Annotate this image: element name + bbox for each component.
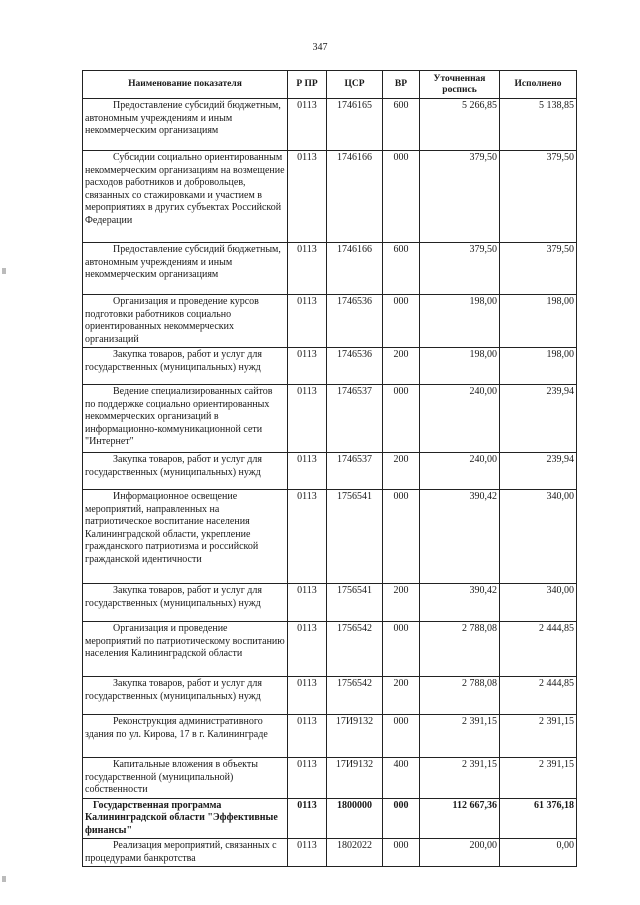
row-vr: 000	[383, 490, 420, 584]
row-done: 2 391,15	[500, 758, 577, 799]
row-vr: 600	[383, 99, 420, 151]
column-header-name: Наименование показателя	[83, 71, 288, 99]
row-csr: 1746537	[327, 385, 383, 453]
row-name: Информационное освещение мероприятий, направленных на патриотическое воспитание населения Калининградской области, укрепление гражданского патриотизма и российской гражданской идентичности	[83, 490, 288, 584]
row-vr: 200	[383, 677, 420, 715]
row-rpr: 0113	[288, 798, 327, 839]
page-number: 347	[312, 42, 328, 53]
row-plan: 2 788,08	[420, 677, 500, 715]
table-row	[83, 348, 577, 385]
table-row	[83, 151, 577, 243]
row-done: 379,50	[500, 243, 577, 295]
row-csr: 1756541	[327, 490, 383, 584]
row-vr: 400	[383, 758, 420, 799]
table-row	[83, 243, 577, 295]
row-rpr: 0113	[288, 584, 327, 622]
row-vr: 000	[383, 385, 420, 453]
row-rpr: 0113	[288, 715, 327, 758]
row-done: 2 444,85	[500, 622, 577, 677]
column-header-done: Исполнено	[500, 71, 577, 99]
table-header-row	[83, 71, 577, 99]
row-vr: 000	[383, 622, 420, 677]
row-csr: 1746165	[327, 99, 383, 151]
row-csr: 1746166	[327, 243, 383, 295]
row-vr: 200	[383, 584, 420, 622]
row-name: Закупка товаров, работ и услуг для государственных (муниципальных) нужд	[83, 584, 288, 622]
row-vr: 000	[383, 151, 420, 243]
row-csr: 1756542	[327, 622, 383, 677]
row-done: 198,00	[500, 348, 577, 385]
row-name: Государственная программа Калининградской области "Эффективные финансы"	[83, 798, 288, 839]
table-row	[83, 758, 577, 799]
table-row	[83, 839, 577, 867]
row-rpr: 0113	[288, 622, 327, 677]
table-row	[83, 453, 577, 490]
row-plan: 2 788,08	[420, 622, 500, 677]
row-csr: 1746536	[327, 295, 383, 348]
row-name: Закупка товаров, работ и услуг для государственных (муниципальных) нужд	[83, 677, 288, 715]
table-row	[83, 798, 577, 839]
row-rpr: 0113	[288, 839, 327, 867]
row-plan: 2 391,15	[420, 715, 500, 758]
column-header-rpr: Р ПР	[288, 71, 327, 99]
row-csr: 1746537	[327, 453, 383, 490]
row-name: Ведение специализированных сайтов по поддержке социально ориентированных некоммерческих организаций в информационно-коммуникационной сети "Интернет"	[83, 385, 288, 453]
table-row	[83, 715, 577, 758]
row-plan: 240,00	[420, 385, 500, 453]
row-name: Закупка товаров, работ и услуг для государственных (муниципальных) нужд	[83, 348, 288, 385]
row-vr: 000	[383, 715, 420, 758]
row-name: Закупка товаров, работ и услуг для государственных (муниципальных) нужд	[83, 453, 288, 490]
row-done: 239,94	[500, 385, 577, 453]
row-rpr: 0113	[288, 490, 327, 584]
column-header-vr: ВР	[383, 71, 420, 99]
row-plan: 390,42	[420, 490, 500, 584]
row-done: 5 138,85	[500, 99, 577, 151]
row-vr: 200	[383, 348, 420, 385]
row-plan: 379,50	[420, 151, 500, 243]
row-done: 2 391,15	[500, 715, 577, 758]
row-rpr: 0113	[288, 677, 327, 715]
row-name: Предоставление субсидий бюджетным, автономным учреждениям и иным некоммерческим организациям	[83, 99, 288, 151]
row-vr: 000	[383, 839, 420, 867]
row-rpr: 0113	[288, 758, 327, 799]
row-plan: 5 266,85	[420, 99, 500, 151]
table-row	[83, 622, 577, 677]
row-csr: 1746536	[327, 348, 383, 385]
row-plan: 200,00	[420, 839, 500, 867]
row-plan: 198,00	[420, 348, 500, 385]
column-header-plan: Уточненная роспись	[420, 71, 500, 99]
row-vr: 000	[383, 295, 420, 348]
row-plan: 390,42	[420, 584, 500, 622]
row-csr: 1802022	[327, 839, 383, 867]
row-done: 379,50	[500, 151, 577, 243]
row-csr: 1756541	[327, 584, 383, 622]
budget-execution-table	[82, 70, 577, 867]
row-csr: 1800000	[327, 798, 383, 839]
table-row	[83, 584, 577, 622]
table-row	[83, 385, 577, 453]
row-done: 0,00	[500, 839, 577, 867]
row-rpr: 0113	[288, 99, 327, 151]
row-rpr: 0113	[288, 348, 327, 385]
row-rpr: 0113	[288, 243, 327, 295]
row-done: 340,00	[500, 490, 577, 584]
row-name: Реконструкция административного здания по ул. Кирова, 17 в г. Калининграде	[83, 715, 288, 758]
row-done: 198,00	[500, 295, 577, 348]
table-row	[83, 677, 577, 715]
row-rpr: 0113	[288, 151, 327, 243]
row-csr: 17И9132	[327, 715, 383, 758]
row-name: Капитальные вложения в объекты государственной (муниципальной) собственности	[83, 758, 288, 799]
row-name: Организация и проведение курсов подготовки работников социально ориентированных некоммерческих организаций	[83, 295, 288, 348]
row-plan: 112 667,36	[420, 798, 500, 839]
row-rpr: 0113	[288, 453, 327, 490]
row-plan: 240,00	[420, 453, 500, 490]
row-plan: 198,00	[420, 295, 500, 348]
table-row	[83, 490, 577, 584]
row-csr: 1746166	[327, 151, 383, 243]
row-name: Организация и проведение мероприятий по патриотическому воспитанию населения Калининградской области	[83, 622, 288, 677]
row-name: Реализация мероприятий, связанных с процедурами банкротства	[83, 839, 288, 867]
row-rpr: 0113	[288, 385, 327, 453]
row-plan: 379,50	[420, 243, 500, 295]
row-done: 2 444,85	[500, 677, 577, 715]
table-row	[83, 99, 577, 151]
row-plan: 2 391,15	[420, 758, 500, 799]
row-name: Предоставление субсидий бюджетным, автономным учреждениям и иным некоммерческим организациям	[83, 243, 288, 295]
row-done: 61 376,18	[500, 798, 577, 839]
scan-edge-mark	[2, 876, 6, 882]
row-csr: 17И9132	[327, 758, 383, 799]
column-header-csr: ЦСР	[327, 71, 383, 99]
row-done: 239,94	[500, 453, 577, 490]
row-vr: 600	[383, 243, 420, 295]
table-row	[83, 295, 577, 348]
row-name: Субсидии социально ориентированным некоммерческим организациям на возмещение расходов работников и добровольцев, связанных со стажировками и участием в мероприятиях в других субъектах Российской Федерации	[83, 151, 288, 243]
row-rpr: 0113	[288, 295, 327, 348]
row-vr: 000	[383, 798, 420, 839]
scan-edge-mark	[2, 268, 6, 274]
row-csr: 1756542	[327, 677, 383, 715]
row-vr: 200	[383, 453, 420, 490]
row-done: 340,00	[500, 584, 577, 622]
